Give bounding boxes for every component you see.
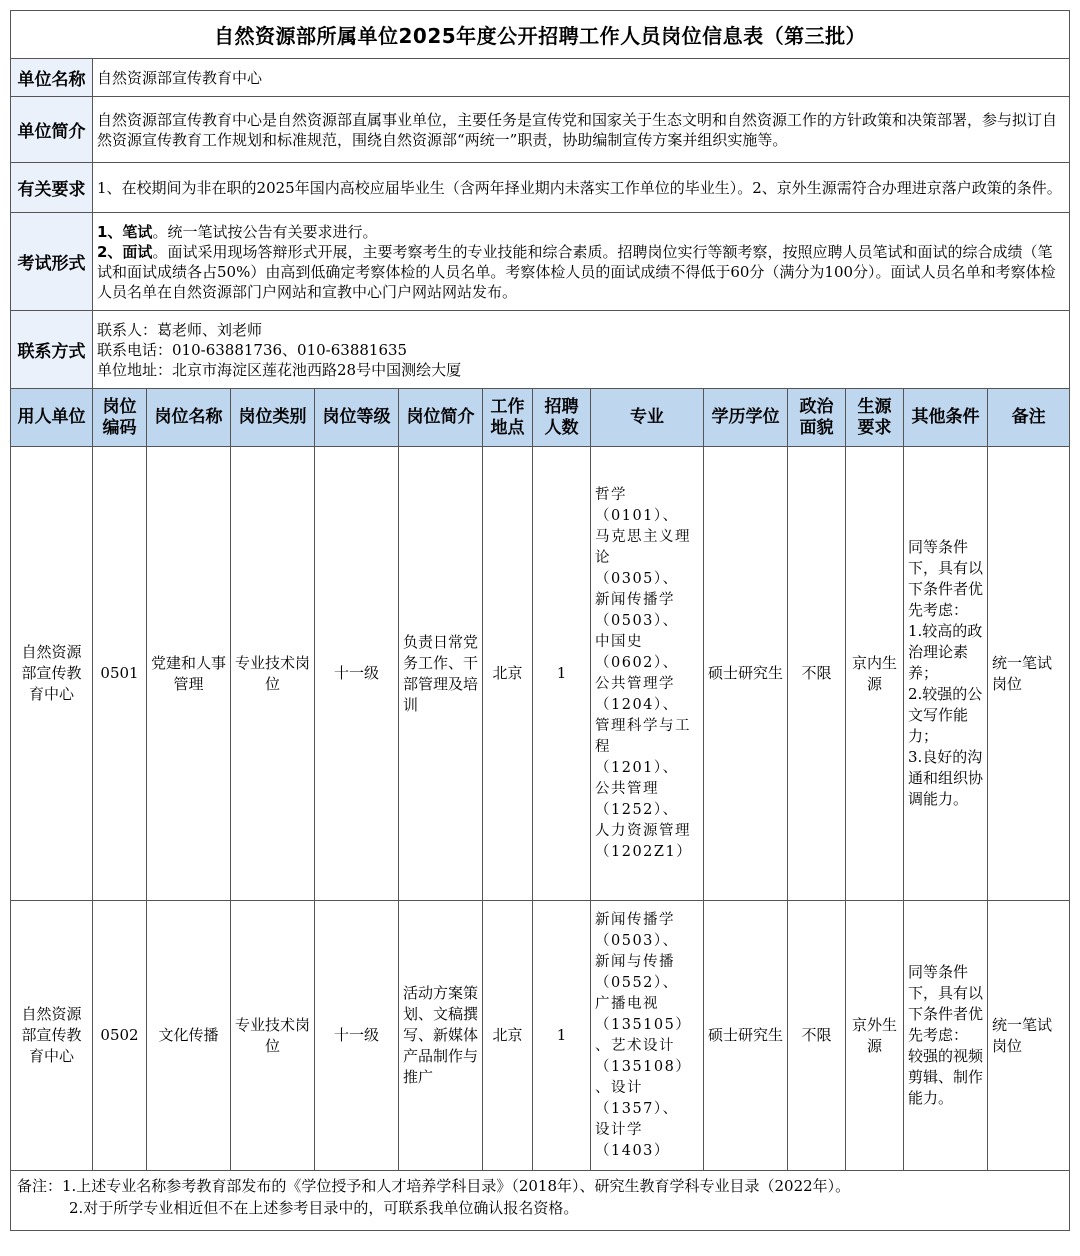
col-header-level: 岗位等级 xyxy=(315,389,399,447)
title-row xyxy=(11,11,1070,59)
row-location: 北京 xyxy=(483,447,533,901)
row-political: 不限 xyxy=(788,901,846,1171)
col-header-count: 招聘 人数 xyxy=(533,389,591,447)
col-header-intro: 岗位简介 xyxy=(399,389,483,447)
table-header-row xyxy=(11,389,1070,447)
col-header-location: 工作 地点 xyxy=(483,389,533,447)
note-line-1: 备注：1.上述专业名称参考教育部发布的《学位授予和人才培养学科目录》（2018年）、研究生教育学科专业目录（2022年）。 xyxy=(17,1177,851,1195)
exam-interview-head: 2、面试 xyxy=(97,242,153,261)
row-category: 专业技术岗位 xyxy=(231,447,315,901)
requirements-row xyxy=(11,163,1070,213)
contact-phone: 联系电话：010-63881736、010-63881635 xyxy=(97,340,408,359)
notes-row xyxy=(11,1171,1070,1231)
unit-name-row xyxy=(11,59,1070,97)
job-info-sheet xyxy=(10,10,1070,1246)
exam-written-text: 。统一笔试按公告有关要求进行。 xyxy=(152,222,378,241)
exam-written-head: 1、笔试 xyxy=(97,222,153,241)
row-location: 北京 xyxy=(483,901,533,1171)
requirements-value: 1、在校期间为非在职的2025年国内高校应届毕业生（含两年择业期内未落实工作单位的毕业生）。2、京外生源需符合办理进京落户政策的条件。 xyxy=(93,163,1070,213)
col-header-political: 政治 面貌 xyxy=(788,389,846,447)
row-origin: 京外生源 xyxy=(846,901,904,1171)
row-major: 新闻传播学 （0503）、 新闻与传播 （0552）、 广播电视 （135105） 、艺术设计 （135108） 、设计 （1357）、 设计学 （1403） xyxy=(591,901,704,1171)
requirements-label: 有关要求 xyxy=(11,163,93,213)
note-line-2: 2.对于所学专业相近但不在上述参考目录中的，可联系我单位确认报名资格。 xyxy=(69,1199,579,1217)
row-remark: 统一笔试岗位 xyxy=(988,901,1070,1171)
row-intro: 负责日常党务工作、干部管理及培训 xyxy=(399,447,483,901)
row-political: 不限 xyxy=(788,447,846,901)
contact-value xyxy=(93,311,1070,389)
row-category: 专业技术岗位 xyxy=(231,901,315,1171)
row-major: 哲学 （0101）、 马克思主义理论 （0305）、 新闻传播学 （0503）、 中国史 （0602）、 公共管理学 （1204）、 管理科学与工程 （1201）、 公共管理 （1252）、 人力资源管理 （1202Z1） xyxy=(591,447,704,901)
row-unit: 自然资源部宣传教育中心 xyxy=(11,901,93,1171)
col-header-degree: 学历学位 xyxy=(704,389,788,447)
row-name: 党建和人事管理 xyxy=(147,447,231,901)
notes xyxy=(11,1171,1070,1231)
unit-name-value: 自然资源部宣传教育中心 xyxy=(93,59,1070,97)
unit-name-label: 单位名称 xyxy=(11,59,93,97)
col-header-other: 其他条件 xyxy=(904,389,988,447)
row-code: 0502 xyxy=(93,901,147,1171)
exam-interview xyxy=(97,242,1065,302)
col-header-remark: 备注 xyxy=(988,389,1070,447)
row-other: 同等条件下，具有以下条件者优先考虑： 1.较高的政治理论素养； 2.较强的公文写作能力； 3.良好的沟通和组织协调能力。 xyxy=(904,447,988,901)
exam-label: 考试形式 xyxy=(11,213,93,311)
col-header-code: 岗位 编码 xyxy=(93,389,147,447)
row-count: 1 xyxy=(533,447,591,901)
exam-written xyxy=(97,222,1065,242)
col-header-origin: 生源 要求 xyxy=(846,389,904,447)
unit-intro-value: 自然资源部宣传教育中心是自然资源部直属事业单位，主要任务是宣传党和国家关于生态文明和自然资源工作的方针政策和决策部署，参与拟订自然资源宣传教育工作规划和标准规范，围绕自然资源部“两统一”职责，协助编制宣传方案并组织实施等。 xyxy=(93,97,1070,163)
row-origin: 京内生源 xyxy=(846,447,904,901)
contact-label: 联系方式 xyxy=(11,311,93,389)
table-row xyxy=(11,901,1070,1171)
col-header-name: 岗位名称 xyxy=(147,389,231,447)
col-header-major: 专业 xyxy=(591,389,704,447)
job-info-table xyxy=(10,10,1070,1231)
row-level: 十一级 xyxy=(315,447,399,901)
contact-row xyxy=(11,311,1070,389)
row-remark: 统一笔试岗位 xyxy=(988,447,1070,901)
exam-value xyxy=(93,213,1070,311)
row-degree: 硕士研究生 xyxy=(704,447,788,901)
page-title: 自然资源部所属单位2025年度公开招聘工作人员岗位信息表（第三批） xyxy=(11,11,1070,59)
row-name: 文化传播 xyxy=(147,901,231,1171)
exam-row xyxy=(11,213,1070,311)
row-unit: 自然资源部宣传教育中心 xyxy=(11,447,93,901)
row-intro: 活动方案策划、文稿撰写、新媒体产品制作与推广 xyxy=(399,901,483,1171)
row-code: 0501 xyxy=(93,447,147,901)
exam-interview-text: 。面试采用现场答辩形式开展，主要考察考生的专业技能和综合素质。招聘岗位实行等额考察，按照应聘人员笔试和面试的综合成绩（笔试和面试成绩各占50%）由高到低确定考察体检的人员名单。考察体检人员的面试成绩不得低于60分（满分为100分）。面试人员名单和考察体检人员名单在自然资源部门户网站和宣教中心门户网站网站发布。 xyxy=(97,242,1056,301)
row-degree: 硕士研究生 xyxy=(704,901,788,1171)
contact-address: 单位地址：北京市海淀区莲花池西路28号中国测绘大厦 xyxy=(97,360,462,379)
row-level: 十一级 xyxy=(315,901,399,1171)
unit-intro-row xyxy=(11,97,1070,163)
contact-person: 联系人：葛老师、刘老师 xyxy=(97,320,263,339)
table-row xyxy=(11,447,1070,901)
col-header-category: 岗位类别 xyxy=(231,389,315,447)
unit-intro-label: 单位简介 xyxy=(11,97,93,163)
row-count: 1 xyxy=(533,901,591,1171)
row-other: 同等条件下，具有以下条件者优先考虑： 较强的视频剪辑、制作能力。 xyxy=(904,901,988,1171)
col-header-unit: 用人单位 xyxy=(11,389,93,447)
